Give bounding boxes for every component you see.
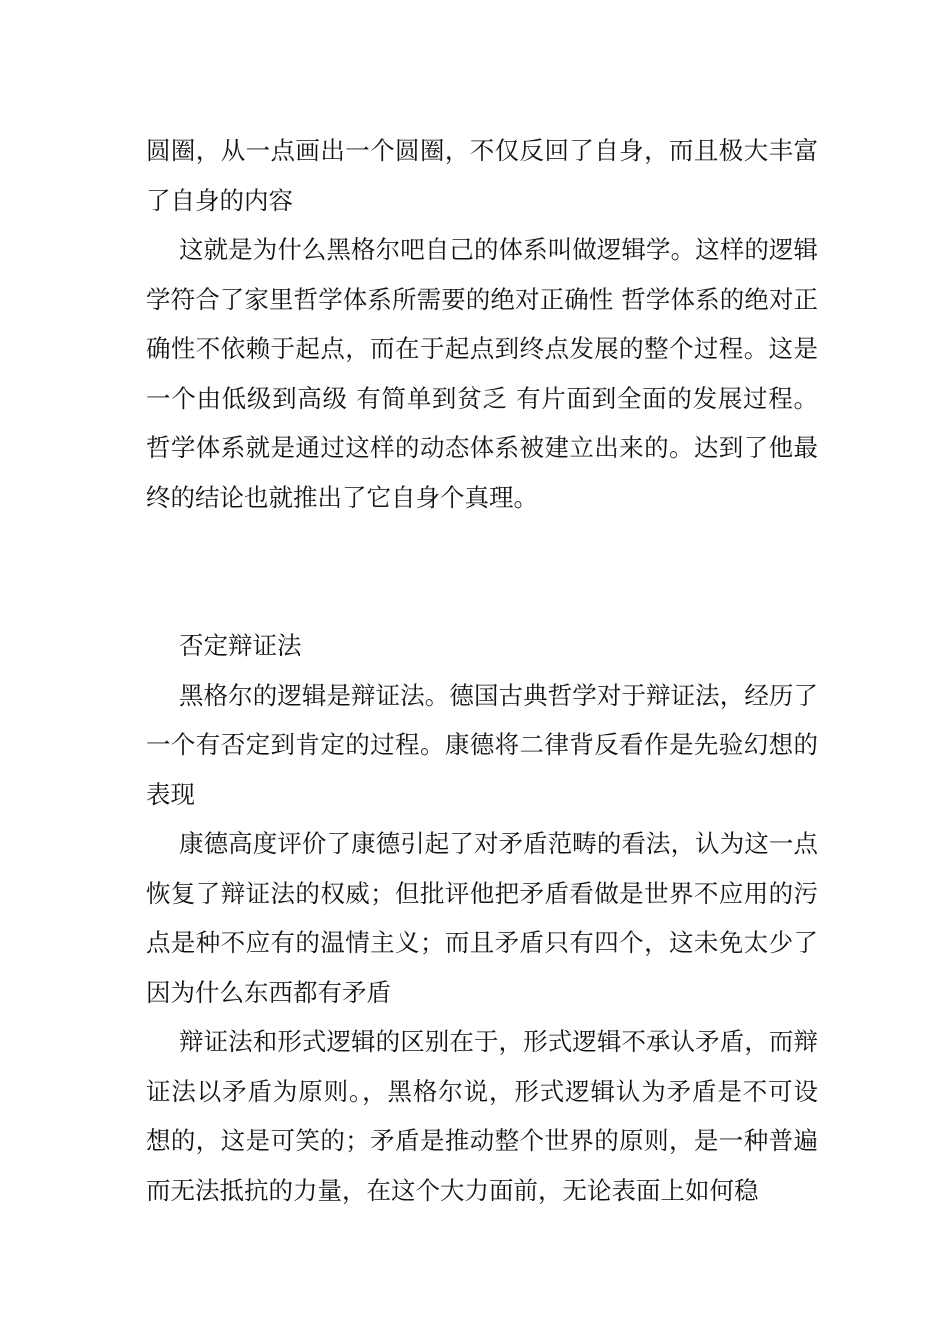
paragraph-continuation: 圆圈，从一点画出一个圆圈，不仅反回了自身，而且极大丰富了自身的内容 bbox=[146, 136, 818, 215]
paragraph-logic-system: 这就是为什么黑格尔吧自己的体系叫做逻辑学。这样的逻辑学符合了家里哲学体系所需要的绝对正确性 哲学体系的绝对正确性不依赖于起点，而在于起点到终点发展的整个过程。这是一个由低级到高级 有简单到贫乏 有片面到全面的发展过程。哲学体系就是通过这样的动态体系被建立出来的。达到了他最终的结论也就推出了它自身个真理。 bbox=[146, 235, 818, 512]
paragraph-dialectics: 黑格尔的逻辑是辩证法。德国古典哲学对于辩证法，经历了一个有否定到肯定的过程。康德将二律背反看作是先验幻想的表现 bbox=[146, 680, 818, 809]
section-spacer bbox=[146, 522, 818, 621]
paragraph-formal-logic: 辩证法和形式逻辑的区别在于，形式逻辑不承认矛盾，而辩证法以矛盾为原则。，黑格尔说，形式逻辑认为矛盾是不可设想的，这是可笑的；矛盾是推动整个世界的原则，是一种普遍而无法抵抗的力量，在这个大力面前，无论表面上如何稳 bbox=[146, 1027, 818, 1205]
document-body bbox=[146, 126, 818, 1215]
section-heading: 否定辩证法 bbox=[179, 631, 302, 660]
paragraph-contradiction: 康德高度评价了康德引起了对矛盾范畴的看法，认为这一点恢复了辩证法的权威；但批评他把矛盾看做是世界不应用的污点是种不应有的温情主义；而且矛盾只有四个，这未免太少了 因为什么东西都有矛盾 bbox=[146, 829, 818, 1007]
